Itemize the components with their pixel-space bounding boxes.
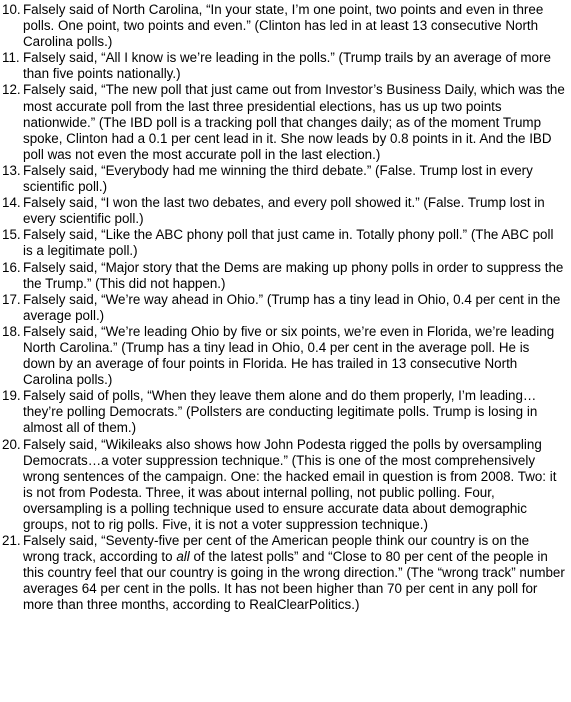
item-number: 14. <box>2 195 21 211</box>
item-text: Falsely said of North Carolina, “In your state, I’m one point, two points and even in three polls. One point, two points and even.” (Clinton has led in at least 13 consecutive North Carolina polls.) <box>23 2 544 50</box>
item-text-end: of the latest polls” and “Close to 80 per cent of the people in this country feel that our country is going in the wrong direction.” (The “wrong track” number averages 64 per cent in the polls. It has not been higher than 70 per cent in any poll for more than three months, according to RealClearPolitics.) <box>23 549 565 613</box>
list-item-13 <box>2 163 565 195</box>
item-number: 17. <box>2 291 21 307</box>
item-number: 12. <box>2 82 21 98</box>
list-item-14 <box>2 195 565 227</box>
list-item-15 <box>2 227 565 259</box>
item-number: 11. <box>2 50 20 66</box>
list-item-12 <box>2 82 565 162</box>
emphasized-word: all <box>176 549 190 565</box>
item-number: 18. <box>2 323 21 339</box>
item-text: Falsely said, “Major story that the Dems are making up phony polls in order to suppress the the Trump.” (This did not happen.) <box>23 259 564 291</box>
item-text: Falsely said, “The new poll that just came out from Investor’s Business Daily, which was the most accurate poll from the last three presidential elections, has us up two points nationwide.” (The IBD poll is a tracking poll that changes daily; as of the moment Trump spoke, Clinton had a 0.1 per cent lead in it. She now leads by 0.8 points in it. And the IBD poll was not even the most accurate poll in the last election.) <box>23 82 565 162</box>
item-text: Falsely said, “We’re way ahead in Ohio.” (Trump has a tiny lead in Ohio, 0.4 per cent in the average poll.) <box>23 291 561 323</box>
item-text: Falsely said, “Wikileaks also shows how John Podesta rigged the polls by oversampling Democrats…a voter suppression technique.” (This is one of the most comprehensively wrong sentences of the campaign. One: the hacked email in question is from 2008. Two: it is not from Podesta. Three, it was about internal polling, not public polling. Four, oversampling is a polling technique used to ensure accurate data about demographic groups, not to rig polls. Five, it is not a voter suppression technique.) <box>23 436 557 532</box>
list-item-19 <box>2 388 565 436</box>
item-text: Falsely said, “We’re leading Ohio by five or six points, we’re even in Florida, we’re leading North Carolina.” (Trump has a tiny lead in Ohio, 0.4 per cent in the average poll. He is down by an average of four points in Florida. He has trailed in 13 consecutive North Carolina polls.) <box>23 323 555 388</box>
list-item-10 <box>2 2 565 50</box>
item-number: 21. <box>2 533 21 549</box>
list-item-20 <box>2 437 565 534</box>
item-text: Falsely said, “Everybody had me winning the third debate.” (False. Trump lost in every scientific poll.) <box>23 162 533 195</box>
list-item-16 <box>2 260 565 292</box>
item-number: 15. <box>2 227 21 243</box>
list-item-17 <box>2 292 565 324</box>
item-text: Falsely said, “Like the ABC phony poll that just came in. Totally phony poll.” (The ABC poll is a legitimate poll.) <box>23 227 554 259</box>
item-number: 16. <box>2 259 21 275</box>
item-text-start: Falsely said, “Seventy-five per cent of the American people think our country is on the wrong track, according to <box>23 533 530 565</box>
item-text: Falsely said of polls, “When they leave them alone and do them properly, I’m leading…they’re polling Democrats.” (Pollsters are conducting legitimate polls. Trump is losing in almost all of them.) <box>23 388 538 436</box>
item-text: Falsely said, “I won the last two debates, and every poll showed it.” (False. Trump lost in every scientific poll.) <box>23 195 545 227</box>
list-item-18 <box>2 324 565 388</box>
list-item-21 <box>2 533 565 613</box>
item-text: Falsely said, “All I know is we’re leading in the polls.” (Trump trails by an average of more than five points nationally.) <box>23 50 551 82</box>
item-number: 13. <box>2 162 21 178</box>
item-number: 19. <box>2 388 21 404</box>
list-item-11 <box>2 50 565 82</box>
item-text <box>23 533 565 613</box>
item-number: 20. <box>2 436 21 452</box>
item-number: 10. <box>2 2 21 17</box>
